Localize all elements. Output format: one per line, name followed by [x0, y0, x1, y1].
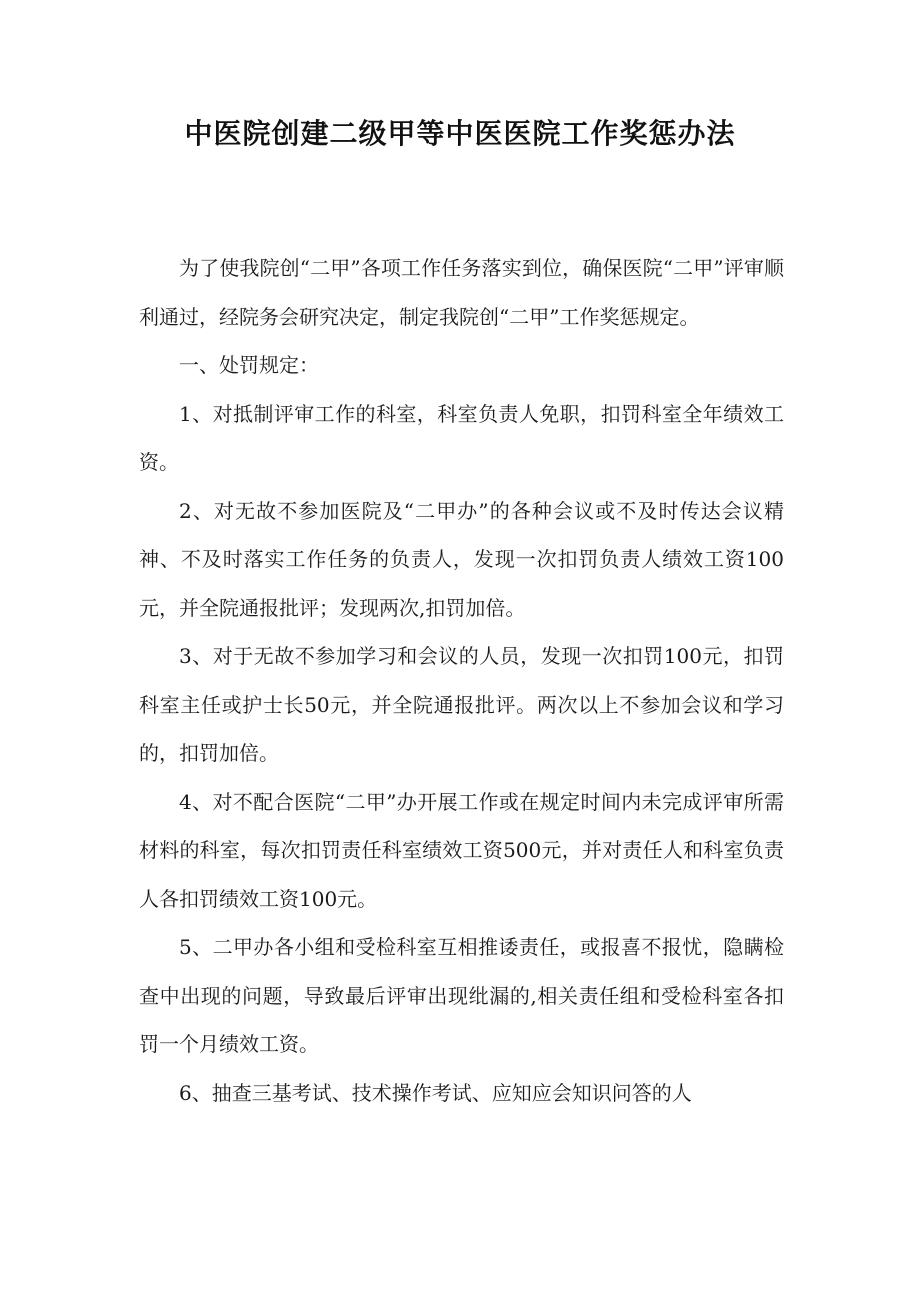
paragraph-item-1: 1、对抵制评审工作的科室，科室负责人免职，扣罚科室全年绩效工资。	[139, 401, 784, 474]
document-title: 中医院创建二级甲等中医医院工作奖惩办法	[184, 117, 736, 150]
document-body	[139, 244, 784, 1117]
paragraph-item-6: 6、抽查三基考试、技术操作考试、应知应会知识问答的人	[179, 1080, 692, 1105]
paragraph-item-5: 5、二甲办各小组和受检科室互相推诿责任，或报喜不报忧，隐瞒检查中出现的问题，导致最后评审出现纰漏的,相关责任组和受检科室各扣罚一个月绩效工资。	[139, 935, 784, 1056]
paragraph-item-3: 3、对于无故不参加学习和会议的人员，发现一次扣罚100元，扣罚科室主任或护士长50元，并全院通报批评。两次以上不参加会议和学习的，扣罚加倍。	[139, 644, 784, 765]
paragraph-item-4: 4、对不配合医院“二甲”办开展工作或在规定时间内未完成评审所需材料的科室，每次扣罚责任科室绩效工资500元，并对责任人和科室负责人各扣罚绩效工资100元。	[139, 789, 784, 911]
paragraph-intro: 为了使我院创“二甲”各项工作任务落实到位，确保医院“二甲”评审顺利通过，经院务会研究决定，制定我院创“二甲”工作奖惩规定。	[139, 256, 784, 329]
section-heading-penalties: 一、处罚规定：	[179, 353, 319, 377]
paragraph-item-2: 2、对无故不参加医院及“二甲办”的各种会议或不及时传达会议精神、不及时落实工作任务的负责人，发现一次扣罚负责人绩效工资100元，并全院通报批评；发现两次,扣罚加倍。	[139, 498, 784, 620]
